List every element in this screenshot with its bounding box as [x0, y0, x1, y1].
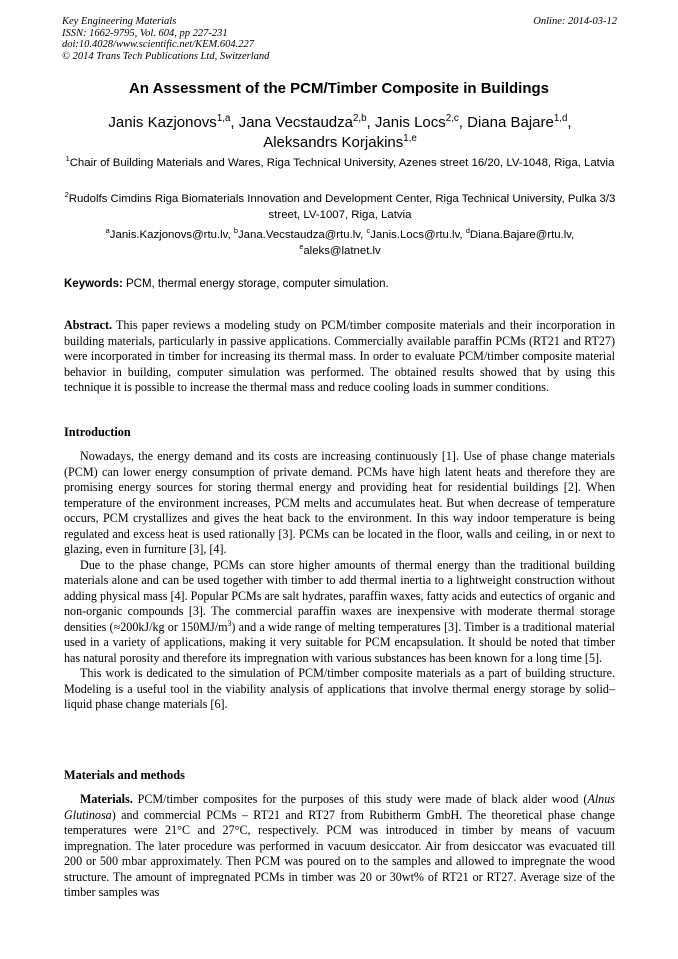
- online-date: Online: 2014-03-12: [533, 16, 617, 27]
- author-separator: ,: [230, 114, 239, 131]
- issn-line: ISSN: 1662-9795, Vol. 604, pp 227-231: [62, 27, 228, 39]
- species-name: Alnus Glutinosa: [64, 792, 615, 822]
- keywords-text: PCM, thermal energy storage, computer simulation.: [122, 278, 389, 290]
- email-sup: b: [233, 226, 238, 236]
- intro-paragraph-2: [64, 558, 615, 667]
- author-name: Janis Kazjonovs: [108, 114, 217, 131]
- methods-body: [64, 792, 615, 901]
- intro-paragraph-3: This work is dedicated to the simulation of PCM/timber composite materials as a part of building structure. Modeling is a useful tool in the viability analysis of applications that involve thermal energy storage by solid–liquid phase change materials [6].: [64, 666, 615, 711]
- author-separator: ,: [567, 114, 572, 131]
- superscript: 3: [227, 618, 232, 628]
- email-separator: ,: [360, 229, 367, 241]
- doi-line: doi:10.4028/www.scientific.net/KEM.604.227: [62, 39, 254, 51]
- author-name: Diana Bajare: [467, 114, 554, 131]
- methods-text: PCM/timber composites for the purposes of this study were made of black alder wood (: [132, 792, 588, 806]
- email-address: Jana.Vecstaudza@rtu.lv: [237, 229, 361, 241]
- author-name: Janis Locs: [374, 114, 446, 131]
- email-sup: e: [299, 241, 304, 251]
- affiliation-sup: 1: [65, 154, 70, 164]
- email-address: Janis.Kazjonovs@rtu.lv: [109, 229, 228, 241]
- author-list: [70, 113, 610, 153]
- intro-paragraph-2-text: Due to the phase change, PCMs can store higher amounts of thermal energy than the traditional building materials alone and can be used together with timber to add thermal inertia to a lightweight construction without adding physical mass [4]. Popular PCMs are salt hydrates, paraffin waxes, fatty acids and eutectics of organic and non-organic compounds [3]. The commercial paraffin waxes are inexpensive with moderate thermal storage densities (≈200kJ/kg or 150MJ/m: [64, 557, 616, 634]
- author-sup: 1,a: [216, 113, 231, 124]
- author: [108, 114, 238, 131]
- keywords-line: [64, 278, 389, 290]
- author-name: Jana Vecstaudza: [238, 114, 353, 131]
- author-separator: ,: [458, 114, 468, 131]
- affiliation-2: [64, 192, 616, 223]
- author-sup: 2,c: [445, 113, 459, 124]
- affiliation-1: [64, 156, 616, 172]
- methods-heading: Materials and methods: [64, 768, 185, 782]
- author: [375, 114, 467, 131]
- affiliation-sup: 2: [64, 190, 69, 200]
- email-entry: [105, 226, 234, 241]
- materials-label: Materials.: [80, 792, 133, 806]
- email-sup: c: [366, 226, 371, 236]
- author-sup: 2,b: [352, 113, 367, 124]
- email-list: [74, 228, 606, 259]
- email-separator: ,: [571, 229, 575, 241]
- email-entry: [465, 226, 575, 241]
- author: [467, 114, 571, 131]
- abstract: [64, 318, 615, 396]
- methods-paragraph: [64, 792, 615, 901]
- methods-text-cont: ) and commercial PCMs – RT21 and RT27 from Rubitherm GmbH. The theoretical phase change temperatures were 21°C and 27°C, respectively. PCM was introduced in timber by means of vacuum impregnation. The later procedure was performed in vacuum desiccator. Air from desiccator was evacuated till 200 or 500 mbar approximately. Then PCM was poured on to the samples and allowed to impregnate the wood structure. The amount of impregnated PCMs in timber was 20 or 30wt% of RT21 or RT27. Average size of the timber samples was: [64, 807, 615, 899]
- keywords-label: Keywords:: [64, 278, 123, 290]
- email-sup: a: [105, 226, 110, 236]
- abstract-text: This paper reviews a modeling study on PCM/timber composite materials and their incorporation in building materials, particularly in passive applications. Commercially available paraffin PCMs (RT21 and RT27) were incorporated in timber for increasing its thermal mass. In order to evaluate PCM/timber composite material behavior in building, computer simulation was performed. The obtained results showed that by using this technique it is possible to increase the thermal mass and reduce cooling loads in summer conditions.: [64, 318, 615, 394]
- email-entry: [233, 226, 367, 241]
- abstract-label: Abstract.: [64, 318, 113, 332]
- email-address: Diana.Bajare@rtu.lv: [469, 229, 572, 241]
- copyright-line: © 2014 Trans Tech Publications Ltd, Switzerland: [62, 50, 270, 62]
- email-entry: [366, 226, 466, 241]
- author: [239, 114, 375, 131]
- author-separator: ,: [366, 114, 375, 131]
- intro-paragraph-2-text-cont: ) and a wide range of melting temperatures [3]. Timber is a traditional material used in a variety of applications, making it very suitable for PCM encapsulation. It should be noted that timber has natural porosity and therefore its impregnation with various substances has been known for a long time [5].: [64, 619, 615, 665]
- email-entry: [299, 241, 381, 257]
- author-sup: 1,d: [553, 113, 568, 124]
- paper-title: An Assessment of the PCM/Timber Composite in Buildings: [128, 80, 550, 97]
- journal-header: [62, 16, 617, 62]
- author-sup: 1,e: [403, 133, 417, 144]
- author: [263, 134, 417, 151]
- author-name: Aleksandrs Korjakins: [263, 134, 404, 151]
- email-separator: ,: [227, 229, 234, 241]
- email-separator: ,: [459, 229, 466, 241]
- introduction-heading: Introduction: [64, 425, 131, 439]
- intro-paragraph-1: Nowadays, the energy demand and its costs are increasing continuously [1]. Use of phase change materials (PCM) can lower energy consumption of private demand. PCMs have high latent heats and therefore they are promising energy sources for storing thermal energy and providing heat for residential buildings [2]. When temperature of the environment increases, PCM melts and accumulates heat. But when decrease of temperature occurs, PCM crystallizes and gives the heat back to the environment. In this way indoor temperature is being regulated and excess heat is used rationally [3]. PCMs can be located in the floor, walls and ceiling, in or next to glazing, even in furniture [3], [4].: [64, 449, 615, 556]
- introduction-body: [64, 449, 615, 713]
- journal-name: Key Engineering Materials: [62, 16, 177, 27]
- email-sup: d: [465, 226, 470, 236]
- affiliation-text: Rudolfs Cimdins Riga Biomaterials Innovation and Development Center, Riga Technical University, Pulka 3/3 street, LV-1007, Riga, Latvia: [68, 193, 616, 221]
- email-address: Janis.Locs@rtu.lv: [370, 229, 460, 241]
- email-address: aleks@latnet.lv: [303, 244, 381, 257]
- affiliation-text: Chair of Building Materials and Wares, Riga Technical University, Azenes street 16/20, LV-1048, Riga, Latvia: [69, 157, 615, 169]
